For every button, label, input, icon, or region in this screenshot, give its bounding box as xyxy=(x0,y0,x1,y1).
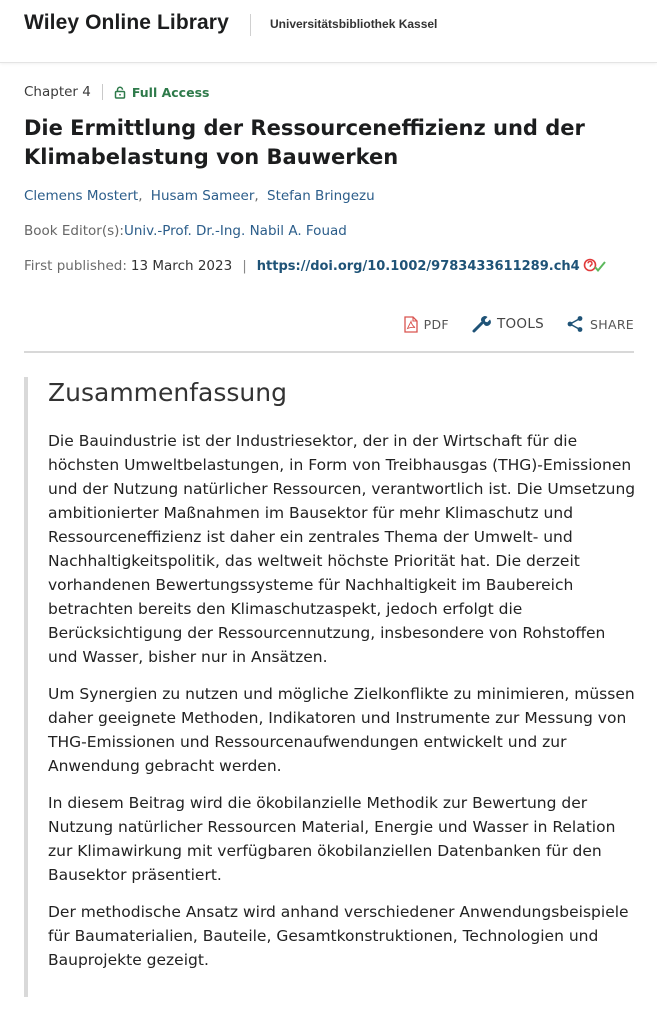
share-icon xyxy=(566,315,584,333)
pdf-icon xyxy=(404,316,418,333)
tools-button[interactable] xyxy=(471,314,544,334)
tools-label: TOOLS xyxy=(496,316,545,332)
author-link[interactable]: Husam Sameer xyxy=(150,188,255,204)
pdf-label: PDF xyxy=(423,316,449,332)
abstract-heading: Zusammenfassung xyxy=(48,378,287,407)
share-button[interactable] xyxy=(566,315,634,333)
author-list: Clemens Mostert, Husam Sameer, Stefan Bringezu xyxy=(24,188,375,204)
abstract-paragraph: In diesem Beitrag wird die ökobilanzielle Methodik zur Bewertung der Nutzung natürlicher Ressourcen Material, Energie und Wasser in Relation zur Klimawirkung mit verfügbaren ökobilanziellen Datenbanken für den Bausektor präsentiert. xyxy=(48,794,616,884)
abstract-paragraph: Um Synergien zu nutzen und mögliche Zielkonflikte zu minimieren, müssen daher geeignete Methoden, Indikatoren und Instrumente zur Messung von THG-Emissionen und Ressourcenaufwendungen entwickelt und zur Anwendung gebracht werden. xyxy=(48,685,635,775)
abstract-section xyxy=(24,377,634,997)
wrench-icon xyxy=(471,314,491,334)
published-separator: | xyxy=(242,258,247,274)
crossmark-icon[interactable] xyxy=(583,258,607,274)
doi-link[interactable]: https://doi.org/10.1002/9783433611289.ch4 xyxy=(256,258,580,274)
pdf-button[interactable] xyxy=(404,316,449,333)
institution-name: Universitätsbibliothek Kassel xyxy=(270,17,438,31)
book-editors xyxy=(24,223,347,239)
access-badge xyxy=(114,85,210,100)
site-logo[interactable]: Wiley Online Library xyxy=(24,11,229,34)
abstract-paragraph: Der methodische Ansatz wird anhand verschiedener Anwendungsbeispiele für Baumaterialien, Bauteile, Gesamtkonstruktionen, Technologien und Bauprojekte gezeigt. xyxy=(48,903,629,969)
chapter-title: Die Ermittlung der Ressourceneffizienz und der Klimabelastung von Bauwerken xyxy=(24,116,585,169)
abstract-paragraph: Die Bauindustrie ist der Industriesektor, der in der Wirtschaft für die höchsten Umweltbelastungen, in Form von Treibhausgas (THG)-Emissionen und der Nutzung natürlicher Ressourcen, verantwortlich ist. Die Umsetzung ambitionierter Maßnahmen im Bausektor für mehr Klimaschutz und Ressourceneffizienz ist daher ein zentrales Thema der Umwelt- und Nachhaltigkeitspolitik, das weltweit höchste Priorität hat. Die derzeit vorhandenen Bewertungssysteme für Nachhaltigkeit im Baubereich betrachten bereits den Klimaschutzaspekt, jedoch erfolgt die Berücksichtigung der Ressourcennutzung, insbesondere von Rohstoffen und Wasser, bisher nur in Ansätzen. xyxy=(48,432,636,666)
section-divider xyxy=(24,351,634,353)
book-editor-link[interactable]: Univ.-Prof. Dr.-Ing. Nabil A. Fouad xyxy=(123,223,347,239)
author-link[interactable]: Stefan Bringezu xyxy=(267,188,375,204)
chapter-label: Chapter 4 xyxy=(24,84,91,100)
access-label: Full Access xyxy=(131,84,210,100)
site-header xyxy=(0,0,657,63)
article-toolbar xyxy=(382,314,634,334)
chapter-meta xyxy=(24,84,209,100)
author-link[interactable]: Clemens Mostert xyxy=(24,188,139,204)
lock-icon xyxy=(114,86,126,99)
book-editors-label: Book Editor(s): xyxy=(24,223,124,239)
header-divider xyxy=(250,14,251,36)
meta-divider xyxy=(102,84,103,100)
share-label: SHARE xyxy=(590,316,634,332)
published-label: First published: xyxy=(24,258,127,274)
published-date: 13 March 2023 xyxy=(130,258,233,274)
publication-info xyxy=(24,258,607,274)
